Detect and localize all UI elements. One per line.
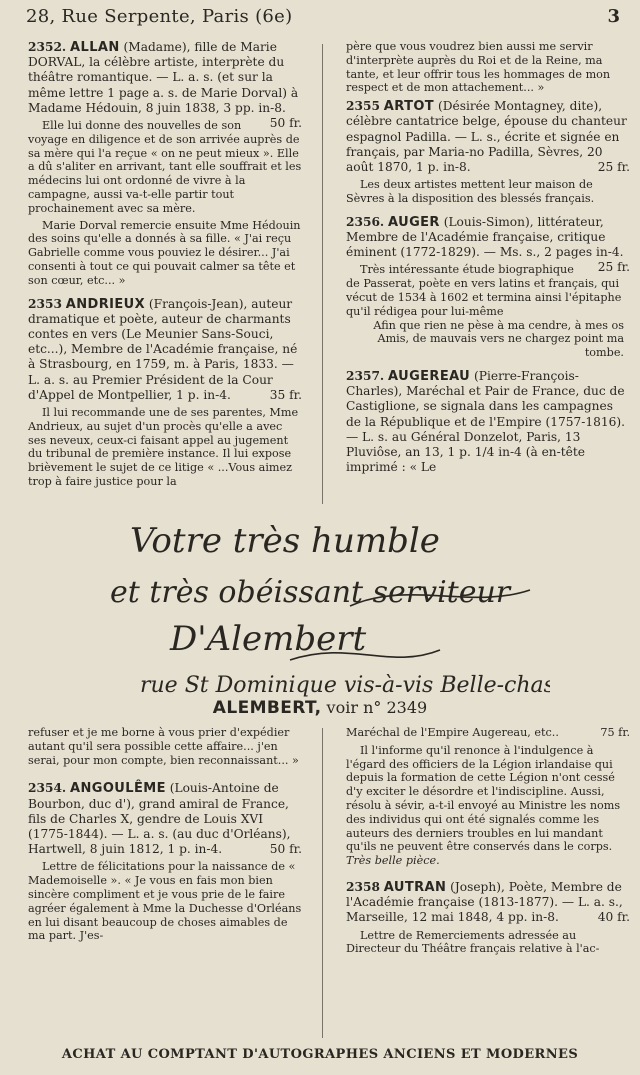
lot-name: ANDRIEUX xyxy=(65,296,146,312)
lot-heading xyxy=(28,40,302,131)
lot-desc: Lettre de Remerciements adressée au Directeur du Théâtre français relative à l'ac- xyxy=(346,928,600,956)
lot-name: ARTOT xyxy=(383,99,435,115)
lot-heading xyxy=(28,297,302,403)
lot-heading xyxy=(346,880,630,926)
lot-description-head: (Madame), fille de Marie DORVAL, la célèbre artiste, interprète du théâtre romantique. — L. a. s. (et sur la même lettre 1 page a. s. de Marie Dorval) à Madame Hédouin, 8 juin 1838, 3 pp. in-8. xyxy=(28,40,299,115)
caption-name: ALEMBERT, xyxy=(212,698,322,718)
lot-description-head: (Pierre-François-Charles), Maréchal et Pair de France, duc de Castiglione, se signala dans les campagnes de la République et de l'Empire (1757-1816). — L. s. au Général Donzelot, Paris, 13 Pluviôse, an 13, 1 p. 1/4 in-4 (à en-tête imprimé : « Le xyxy=(346,368,626,475)
lot-description-head: (Louis-Antoine de Bourbon, duc d'), grand amiral de France, fils de Charles X, gendre de Louis XVI (1775-1844). — L. a. s. (au duc d'Orléans), Hartwell, 8 juin 1812, 1 p. in-4. xyxy=(28,781,291,857)
continued-text-line: Maréchal de l'Empire Augereau, etc.. xyxy=(346,726,559,739)
lot-price: 50 fr. xyxy=(269,116,302,131)
lot-description-head: (François-Jean), auteur dramatique et poète, auteur de charmants contes en vers (Le Meunier Sans-Souci, etc...), Membre de l'Académie française, né à Strasbourg, en 1759, m. à Paris, 1833. — L. a. s. au Premier Président de la Cour d'Appel de Montpellier, 1 p. in-4. xyxy=(28,296,298,402)
lot-price: 25 fr. xyxy=(597,260,630,275)
lot-2354 xyxy=(28,781,302,943)
lot-description-head: (Louis-Simon), littérateur, Membre de l'Académie française, critique éminent (1772-1829). — Ms. s., 2 pages in-4. xyxy=(346,214,624,260)
lot-desc: Très intéressante étude biographique de Passerat, poète en vers latins et français, qui vécut de 1534 à 1602 et termina ainsi l'épitaphe qu'il rédigea pour lui-même xyxy=(346,263,622,318)
page-number: 3 xyxy=(607,6,620,27)
lot-desc-italic: Très belle pièce. xyxy=(346,854,440,868)
lot-2353 xyxy=(28,297,302,489)
right-column-bottom xyxy=(346,726,630,965)
caption-reference: voir n° 2349 xyxy=(326,698,428,717)
signature-line-3: D'Alembert xyxy=(170,619,367,659)
lot-desc xyxy=(346,744,630,868)
verse-line: Amis, de mauvais vers ne chargez point ma tombe. xyxy=(377,332,624,360)
lot-desc: Marie Dorval remercie ensuite Mme Hédouin des soins qu'elle a donnés à sa fille. « J'ai reçu Gabrielle comme vous pouviez le désirer... J'ai consenti à tout ce qui pouvait calmer sa tête et son cœur, etc... » xyxy=(28,218,301,287)
signature-line-2: et très obéissant serviteur xyxy=(110,575,511,610)
column-divider xyxy=(322,728,323,1038)
verse-line: Afin que rien ne pèse à ma cendre, à mes os xyxy=(373,318,624,332)
page-header xyxy=(26,4,620,40)
lot-number: 2353 xyxy=(28,296,62,311)
lot-2355 xyxy=(346,99,630,206)
continued-text xyxy=(346,726,630,740)
lot-desc: Les deux artistes mettent leur maison de Sèvres à la disposition des blessés français. xyxy=(346,178,595,205)
signature-line-4: rue St Dominique vis-à-vis Belle-chasse xyxy=(140,673,550,698)
left-column-top xyxy=(28,40,302,498)
lot-name: AUGEREAU xyxy=(388,368,471,384)
lot-2352 xyxy=(28,40,302,288)
lot-description-head: (Joseph), Poète, Membre de l'Académie française (1813-1877). — L. a. s., Marseille, 12 mai 1848, 4 pp. in-8. xyxy=(346,879,623,925)
signature-image xyxy=(110,510,550,700)
continued-text: père que vous voudrez bien aussi me servir d'interprète auprès du Roi et de la Reine, ma tante, et leur offrir tous les hommages de mon respect et de mon attachement... » xyxy=(346,40,611,95)
lot-name: AUTRAN xyxy=(383,879,447,895)
lot-price: 25 fr. xyxy=(597,160,630,174)
lot-heading xyxy=(346,369,630,475)
lot-desc: Lettre de félicitations pour la naissance de « Mademoiselle ». « Je vous en fais mon bien sincère compliment et je vous prie de le faire agréer également à Mme la Duchesse d'Orléans en lui disant beaucoup de choses aimables de ma part. J'es- xyxy=(28,860,302,943)
header-address: 28, Rue Serpente, Paris (6e) xyxy=(26,6,293,27)
lot-2356 xyxy=(346,215,630,360)
page-footer: ACHAT AU COMPTANT D'AUTOGRAPHES ANCIENS ET MODERNES xyxy=(61,1047,579,1062)
right-column-top xyxy=(346,40,630,484)
lot-heading xyxy=(346,99,630,175)
signature-caption xyxy=(0,698,640,718)
lot-number: 2356. xyxy=(346,214,385,229)
lot-heading xyxy=(346,214,630,275)
lot-number: 2354. xyxy=(28,781,67,796)
lot-desc-text: Il l'informe qu'il renonce à l'indulgence à l'égard des officiers de la Légion irlandaise qui depuis la formation de cette Légion n'ont cessé d'y exciter le désordre et l'indiscipline. Aussi, résolu à sévir, a-t-il envoyé au Ministre les noms des individus qui ont été signalés comme les auteurs des derniers troubles en lui mandant qu'ils ne peuvent être conservés dans le corps. xyxy=(346,743,621,854)
lot-price: 40 fr. xyxy=(597,910,630,925)
left-column-bottom xyxy=(28,726,302,952)
lot-number: 2355 xyxy=(346,99,380,114)
lot-heading xyxy=(28,781,302,857)
continued-text: refuser et je me borne à vous prier d'expédier autant qu'il sera possible cette affaire... j'en serai, pour mon compte, bien reconnaissant... » xyxy=(28,726,299,767)
lot-desc: Elle lui donne des nouvelles de son voyage en diligence et de son arrivée auprès de sa mère qui l'a reçue « on ne peut mieux ». Elle a dû s'aliter en arrivant, tant elle souffrait et les médecins lui ont ordonné de vivre à la campagne, aussi va-t-elle partir tout prochainement avec sa mère. xyxy=(28,119,302,215)
column-divider xyxy=(322,44,323,504)
lot-number: 2358 xyxy=(346,879,380,894)
lot-desc: Il lui recommande une de ses parentes, Mme Andrieux, au sujet d'un procès qu'elle a avec ses neveux, ceux-ci faisant appel au jugement du tribunal de première instance. Il lui expose brièvement le sujet de ce litige « ...Vous aimez trop à faire justice pour la xyxy=(28,406,299,488)
lot-2358 xyxy=(346,880,630,956)
lot-price: 35 fr. xyxy=(269,387,302,402)
lot-number: 2357. xyxy=(346,368,385,383)
lot-name: ANGOULÊME xyxy=(70,781,166,797)
lot-price: 75 fr. xyxy=(600,726,630,739)
lot-description-head: (Désirée Montagney, dite), célèbre cantatrice belge, épouse du chanteur espagnol Padilla. — L. s., écrite et signée en français, par Maria-no Padilla, Sèvres, 20 août 1870, 1 p. in-8. xyxy=(346,99,627,174)
signature-line-1: Votre très humble xyxy=(130,521,440,561)
lot-name: ALLAN xyxy=(70,40,120,55)
lot-name: AUGER xyxy=(388,214,440,230)
lot-2357 xyxy=(346,369,630,475)
lot-price: 50 fr. xyxy=(269,842,302,857)
signature-facsimile xyxy=(110,510,550,700)
lot-number: 2352. xyxy=(28,40,67,54)
